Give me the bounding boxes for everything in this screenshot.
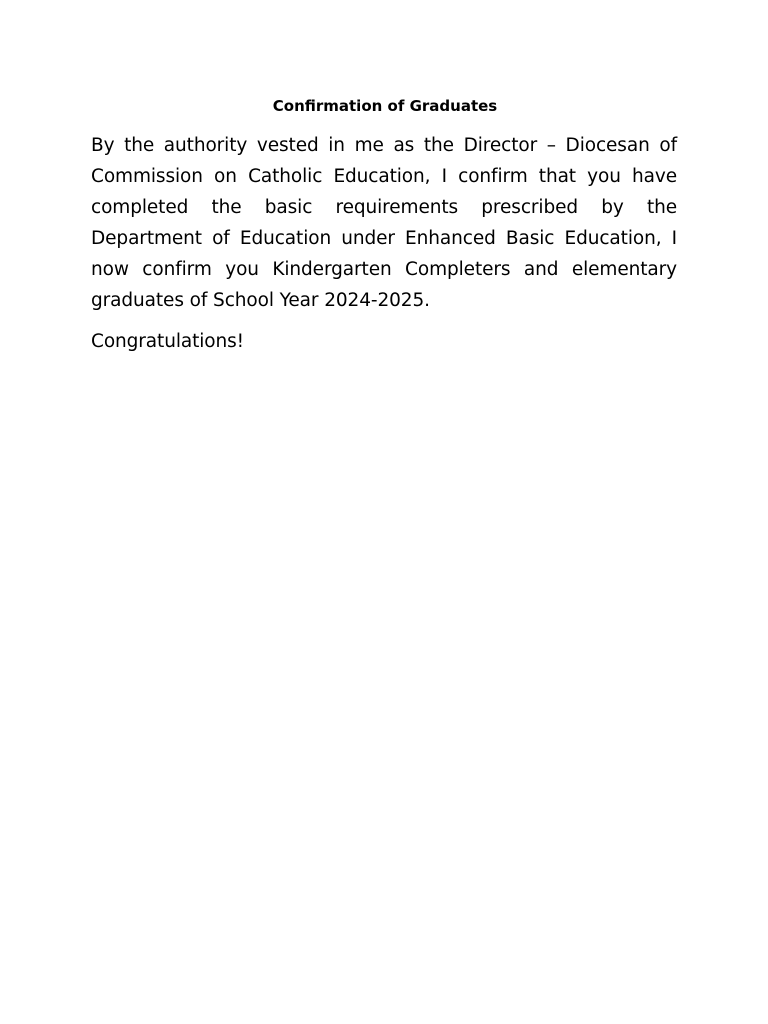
document-content [91,94,677,357]
confirmation-paragraph: By the authority vested in me as the Director – Diocesan of Commission on Catholic Education, I confirm that you have completed the basic requirements prescribed by the Department of Education under Enhanced Basic Education, I now confirm you Kindergarten Completers and elementary graduates of School Year 2024-2025. [91,135,677,311]
document-title: Confirmation of Graduates [272,97,498,115]
congratulations-line: Congratulations! [91,331,244,352]
